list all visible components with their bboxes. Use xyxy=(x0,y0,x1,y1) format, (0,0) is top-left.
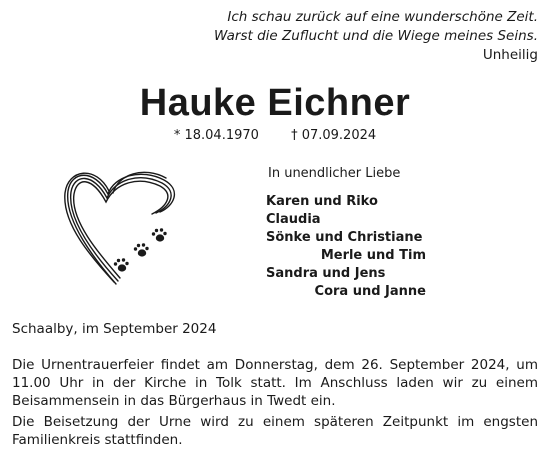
mourner: Cora und Janne xyxy=(314,284,426,299)
heart-with-paw-prints-icon xyxy=(56,166,186,290)
birth-date: * 18.04.1970 xyxy=(173,128,259,143)
mourner: Merle und Tim xyxy=(320,248,426,263)
quote-line: Warst die Zuflucht und die Wiege meines Seins. xyxy=(214,28,538,44)
death-date: † 07.09.2024 xyxy=(291,128,377,143)
service-info: Die Urnentrauerfeier findet am Donnerstag, dem 26. September 2024, um 11.00 Uhr in der Kirche in Tolk statt. Im Anschluss laden wir zu einem Beisammensein in das Bürgerhaus in Twedt ein. xyxy=(12,357,538,409)
burial-info: Die Beisetzung der Urne wird zu einem späteren Zeitpunkt im engsten Familienkreis stattfinden. xyxy=(12,414,538,448)
mourner: Sönke und Christiane xyxy=(266,230,423,245)
paw-prints xyxy=(114,228,167,271)
life-dates xyxy=(0,128,550,143)
quote-line: Ich schau zurück auf eine wunderschöne Zeit. xyxy=(227,9,538,25)
mourner: Karen und Riko xyxy=(266,194,378,209)
mourner: Sandra und Jens xyxy=(266,266,386,281)
mourner: Claudia xyxy=(266,212,321,227)
mourners-list xyxy=(266,193,426,301)
deceased-name: Hauke Eichner xyxy=(139,82,411,124)
place-date: Schaalby, im September 2024 xyxy=(12,321,217,337)
dedication: In unendlicher Liebe xyxy=(268,166,401,181)
quote xyxy=(138,8,538,65)
quote-author: Unheilig xyxy=(482,47,538,63)
